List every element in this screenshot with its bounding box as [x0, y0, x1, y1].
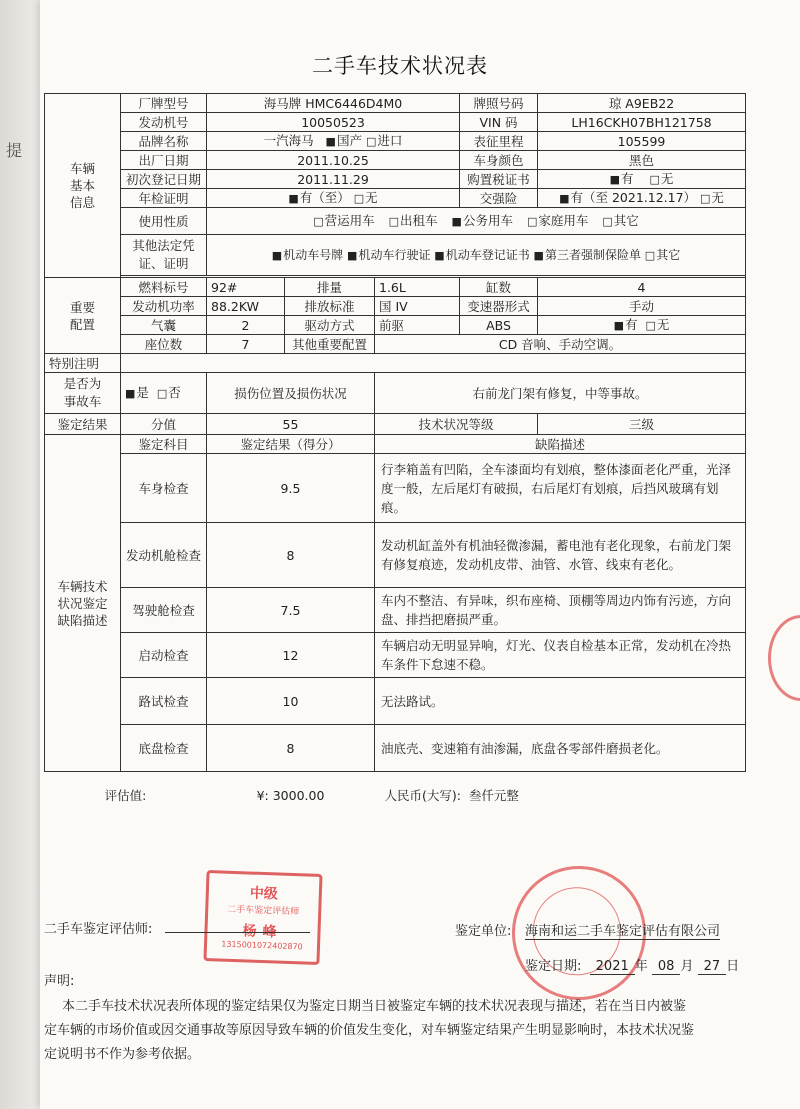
- inspection-item-name: 车身检查: [121, 454, 207, 523]
- reg-date-value: 2011.11.29: [207, 170, 460, 189]
- inspection-cell: [207, 189, 460, 208]
- fuel-label: 燃料标号: [121, 278, 207, 297]
- unit-label: 鉴定单位:: [455, 924, 512, 939]
- inspection-item-score: 7.5: [207, 588, 375, 633]
- damage-value: 右前龙门架有修复，中等事故。: [375, 373, 746, 414]
- damage-label: 损伤位置及损伤状况: [207, 373, 375, 414]
- appraiser-seal: [203, 870, 322, 965]
- inspection-row: [45, 725, 746, 772]
- insurance-cell: [538, 189, 746, 208]
- seal-title: 二手车鉴定评估师: [227, 904, 300, 918]
- drive-label: 驱动方式: [285, 316, 375, 335]
- color-label: 车身颜色: [460, 151, 538, 170]
- accident-cell: [121, 373, 207, 414]
- row-result: [45, 414, 746, 435]
- usage-option: 家庭用车: [538, 213, 589, 228]
- inspection-item-score: 12: [207, 633, 375, 678]
- drive-value: 前驱: [375, 316, 460, 335]
- edge-char: 提: [6, 141, 23, 160]
- docs-option: 其它: [656, 247, 681, 262]
- cylinders-label: 缸数: [460, 278, 538, 297]
- docs-option: 第三者强制保险单: [544, 247, 641, 262]
- vin-value: LH16CKH07BH121758: [538, 113, 746, 132]
- inspection-row: [45, 678, 746, 725]
- checked-box-icon: ■: [434, 248, 445, 262]
- row-engine-no: [45, 113, 746, 132]
- inspection-row: [45, 523, 746, 588]
- inspection-item-score: 9.5: [207, 454, 375, 523]
- seal-grade: 中级: [249, 885, 279, 903]
- year-unit: 年: [634, 959, 648, 974]
- date-label: 鉴定日期:: [525, 959, 582, 974]
- fuel-value: 92#: [207, 278, 285, 297]
- accident-no: 否: [168, 385, 181, 400]
- seal-cert: 1315001072402870: [221, 939, 303, 952]
- power-label: 发动机功率: [121, 297, 207, 316]
- brand-name-label: 品牌名称: [121, 132, 207, 151]
- checked-box-icon: ■: [288, 192, 299, 205]
- unchecked-box-icon: □: [365, 135, 377, 148]
- row-reg-date: [45, 170, 746, 189]
- col-item-header: 鉴定科目: [121, 435, 207, 454]
- config-section-label: 重要 配置: [45, 278, 121, 354]
- plate-label: 牌照号码: [460, 94, 538, 113]
- valuation-rmb-cell: [375, 772, 746, 819]
- mileage-value: 105599: [538, 132, 746, 151]
- inspection-item-score: 8: [207, 523, 375, 588]
- abs-cell: [538, 316, 746, 335]
- reg-date-label: 初次登记日期: [121, 170, 207, 189]
- note-text-line1: 本二手车技术状况表所体现的鉴定结果仅为鉴定日期当日被鉴定车辆的技术状况表现与描述，若在当日内被鉴: [62, 999, 687, 1014]
- checked-box-icon: ■: [347, 248, 358, 262]
- engine-no-value: 10050523: [207, 113, 460, 132]
- unchecked-box-icon: □: [526, 215, 538, 228]
- other-config-value: CD 音响、手动空调。: [375, 335, 746, 354]
- note-text-line3: 定说明书不作为参考依据。: [44, 1047, 201, 1062]
- unchecked-box-icon: □: [388, 215, 400, 228]
- imported-option: 进口: [377, 133, 403, 148]
- rmb-label: 人民币(大写):: [384, 787, 461, 803]
- other-config-label: 其他重要配置: [285, 335, 375, 354]
- inspection-row: [45, 633, 746, 678]
- unchecked-box-icon: □: [602, 215, 613, 228]
- row-seats: [45, 335, 746, 354]
- seats-value: 7: [207, 335, 285, 354]
- airbag-label: 气囊: [121, 316, 207, 335]
- tax-label: 购置税证书: [460, 170, 538, 189]
- unchecked-box-icon: □: [644, 248, 656, 262]
- abs-label: ABS: [460, 316, 538, 335]
- row-docs: [45, 235, 746, 276]
- date-year: 2021: [590, 959, 635, 975]
- docs-option: 机动车登记证书: [445, 247, 530, 262]
- inspection-item-defect: 车辆启动无明显异响，灯光、仪表自检基本正常，发动机在冷热车条件下怠速不稳。: [375, 633, 746, 678]
- engine-no-label: 发动机号: [121, 113, 207, 132]
- inspection-item-name: 底盘检查: [121, 725, 207, 772]
- usage-option: 其它: [613, 213, 639, 228]
- row-inspection-cert: [45, 189, 746, 208]
- transmission-value: 手动: [538, 297, 746, 316]
- checked-box-icon: ■: [125, 387, 136, 400]
- inspection-item-score: 8: [207, 725, 375, 772]
- unchecked-box-icon: □: [156, 387, 168, 400]
- docs-option: 机动车号牌: [283, 247, 344, 262]
- row-usage: [45, 208, 746, 235]
- inspection-row: [45, 588, 746, 633]
- insurance-label: 交强险: [460, 189, 538, 208]
- page-title: 二手车技术状况表: [312, 54, 488, 78]
- abs-has: 有: [625, 317, 638, 332]
- tax-cell: [538, 170, 746, 189]
- row-accident: [45, 373, 746, 414]
- mileage-label: 表征里程: [460, 132, 538, 151]
- inspection-none: 无: [365, 190, 378, 205]
- basic-section-label: 车辆 基本 信息: [45, 94, 121, 278]
- row-fuel: [45, 278, 746, 297]
- unchecked-box-icon: □: [645, 319, 656, 332]
- inspection-has: 有（至）: [299, 190, 350, 205]
- date-day: 27: [698, 959, 727, 975]
- rmb-value: 叁仟元整: [468, 787, 519, 803]
- grade-value: 三级: [538, 414, 746, 435]
- month-unit: 月: [680, 959, 694, 974]
- day-unit: 日: [726, 959, 740, 974]
- inspection-item-defect: 车内不整洁、有异味，织布座椅、顶棚等周边内饰有污迹，方向盘、排挡把磨损严重。: [375, 588, 746, 633]
- row-airbag: [45, 316, 746, 335]
- col-defect-header: 缺陷描述: [375, 435, 746, 454]
- domestic-option: 国产: [336, 133, 362, 148]
- displacement-label: 排量: [285, 278, 375, 297]
- inspection-item-name: 发动机舱检查: [121, 523, 207, 588]
- power-value: 88.2KW: [207, 297, 285, 316]
- inspection-item-defect: 油底壳、变速箱有油渗漏，底盘各零部件磨损老化。: [375, 725, 746, 772]
- checked-box-icon: ■: [271, 248, 283, 262]
- row-mfg-date: [45, 151, 746, 170]
- grade-label: 技术状况等级: [375, 414, 538, 435]
- docs-label: 其他法定凭 证、证明: [121, 235, 207, 276]
- accident-label: 是否为 事故车: [45, 373, 121, 414]
- row-valuation: [45, 772, 746, 819]
- unit-value: 海南和运二手车鉴定评估有限公司: [525, 920, 720, 940]
- inspection-item-score: 10: [207, 678, 375, 725]
- vin-label: VIN 码: [460, 113, 538, 132]
- score-label: 分值: [121, 414, 207, 435]
- inspection-item-defect: 无法路试。: [375, 678, 746, 725]
- brand-model-label: 厂牌型号: [121, 94, 207, 113]
- abs-none: 无: [656, 317, 670, 332]
- inspection-item-name: 启动检查: [121, 633, 207, 678]
- score-value: 55: [207, 414, 375, 435]
- valuation-label: 评估值:: [104, 787, 147, 803]
- checked-box-icon: ■: [559, 192, 570, 205]
- row-brand-model: [45, 94, 746, 113]
- unchecked-box-icon: □: [353, 192, 365, 205]
- docs-option: 机动车行驶证: [358, 247, 431, 262]
- checked-box-icon: ■: [325, 135, 336, 148]
- checked-box-icon: ■: [609, 173, 621, 186]
- col-score-header: 鉴定结果（得分）: [207, 435, 375, 454]
- usage-cell: [207, 208, 746, 235]
- insurance-has: 有（至 2021.12.17）: [570, 190, 697, 205]
- insurance-none: 无: [711, 190, 724, 205]
- seats-label: 座位数: [121, 335, 207, 354]
- appraiser-label: 二手车鉴定评估师:: [44, 922, 153, 937]
- usage-option: 公务用车: [462, 213, 513, 228]
- inspection-row: [45, 454, 746, 523]
- inspection-item-name: 路试检查: [121, 678, 207, 725]
- result-label: 鉴定结果: [45, 414, 121, 435]
- mfg-date-value: 2011.10.25: [207, 151, 460, 170]
- emission-label: 排放标准: [285, 297, 375, 316]
- checked-box-icon: ■: [613, 319, 625, 332]
- brand-name-cell: [207, 132, 460, 151]
- checked-box-icon: ■: [533, 248, 544, 262]
- inspection-item-name: 驾驶舱检查: [121, 588, 207, 633]
- displacement-value: 1.6L: [375, 278, 460, 297]
- brand-model-value: 海马牌 HMC6446D4M0: [207, 94, 460, 113]
- usage-label: 使用性质: [121, 208, 207, 235]
- date-month: 08: [652, 959, 681, 975]
- airbag-value: 2: [207, 316, 285, 335]
- page-edge-strip: [0, 0, 40, 1109]
- plate-value: 琼 A9EB22: [538, 94, 746, 113]
- mfg-date-label: 出厂日期: [121, 151, 207, 170]
- date-line: [525, 955, 739, 974]
- accident-yes: 是: [136, 385, 149, 400]
- row-special: [45, 354, 746, 373]
- row-inspection-header: [45, 435, 746, 454]
- inspection-item-defect: 发动机缸盖外有机油轻微渗漏，蓄电池有老化现象，右前龙门架有修复痕迹，发动机皮带、油管、水管、线束有老化。: [375, 523, 746, 588]
- transmission-label: 变速器形式: [460, 297, 538, 316]
- docs-cell: [207, 235, 746, 276]
- tax-none: 无: [660, 171, 674, 186]
- checked-box-icon: ■: [451, 215, 462, 228]
- valuation-amount: ¥: 3000.00: [256, 787, 325, 803]
- unchecked-box-icon: □: [700, 192, 711, 205]
- seal-name: 杨峰: [242, 923, 283, 941]
- inspection-item-defect: 行李箱盖有凹陷，全车漆面均有划痕，整体漆面老化严重，光泽度一般，左后尾灯有破损，右后尾灯有划痕，后挡风玻璃有划痕。: [375, 454, 746, 523]
- usage-option: 出租车: [400, 213, 438, 228]
- vehicle-condition-form: [44, 93, 746, 818]
- cylinders-value: 4: [538, 278, 746, 297]
- color-value: 黑色: [538, 151, 746, 170]
- inspection-section-label: 车辆技术 状况鉴定 缺陷描述: [45, 435, 121, 772]
- unchecked-box-icon: □: [313, 215, 324, 228]
- appraiser-signature-line: [165, 932, 310, 933]
- inspection-label: 年检证明: [121, 189, 207, 208]
- row-power: [45, 297, 746, 316]
- tax-has: 有: [621, 171, 634, 186]
- usage-option: 营运用车: [324, 213, 375, 228]
- row-brand-name: [45, 132, 746, 151]
- emission-value: 国 IV: [375, 297, 460, 316]
- unchecked-box-icon: □: [649, 173, 660, 186]
- note-title: 声明:: [44, 974, 75, 989]
- brand-name-value: 一汽海马: [263, 133, 314, 148]
- special-label: 特别注明: [45, 354, 121, 373]
- note-text-line2: 定车辆的市场价值或因交通事故等原因导致车辆的价值发生变化，对车辆鉴定结果产生明显影响时，本技术状况鉴: [44, 1023, 695, 1038]
